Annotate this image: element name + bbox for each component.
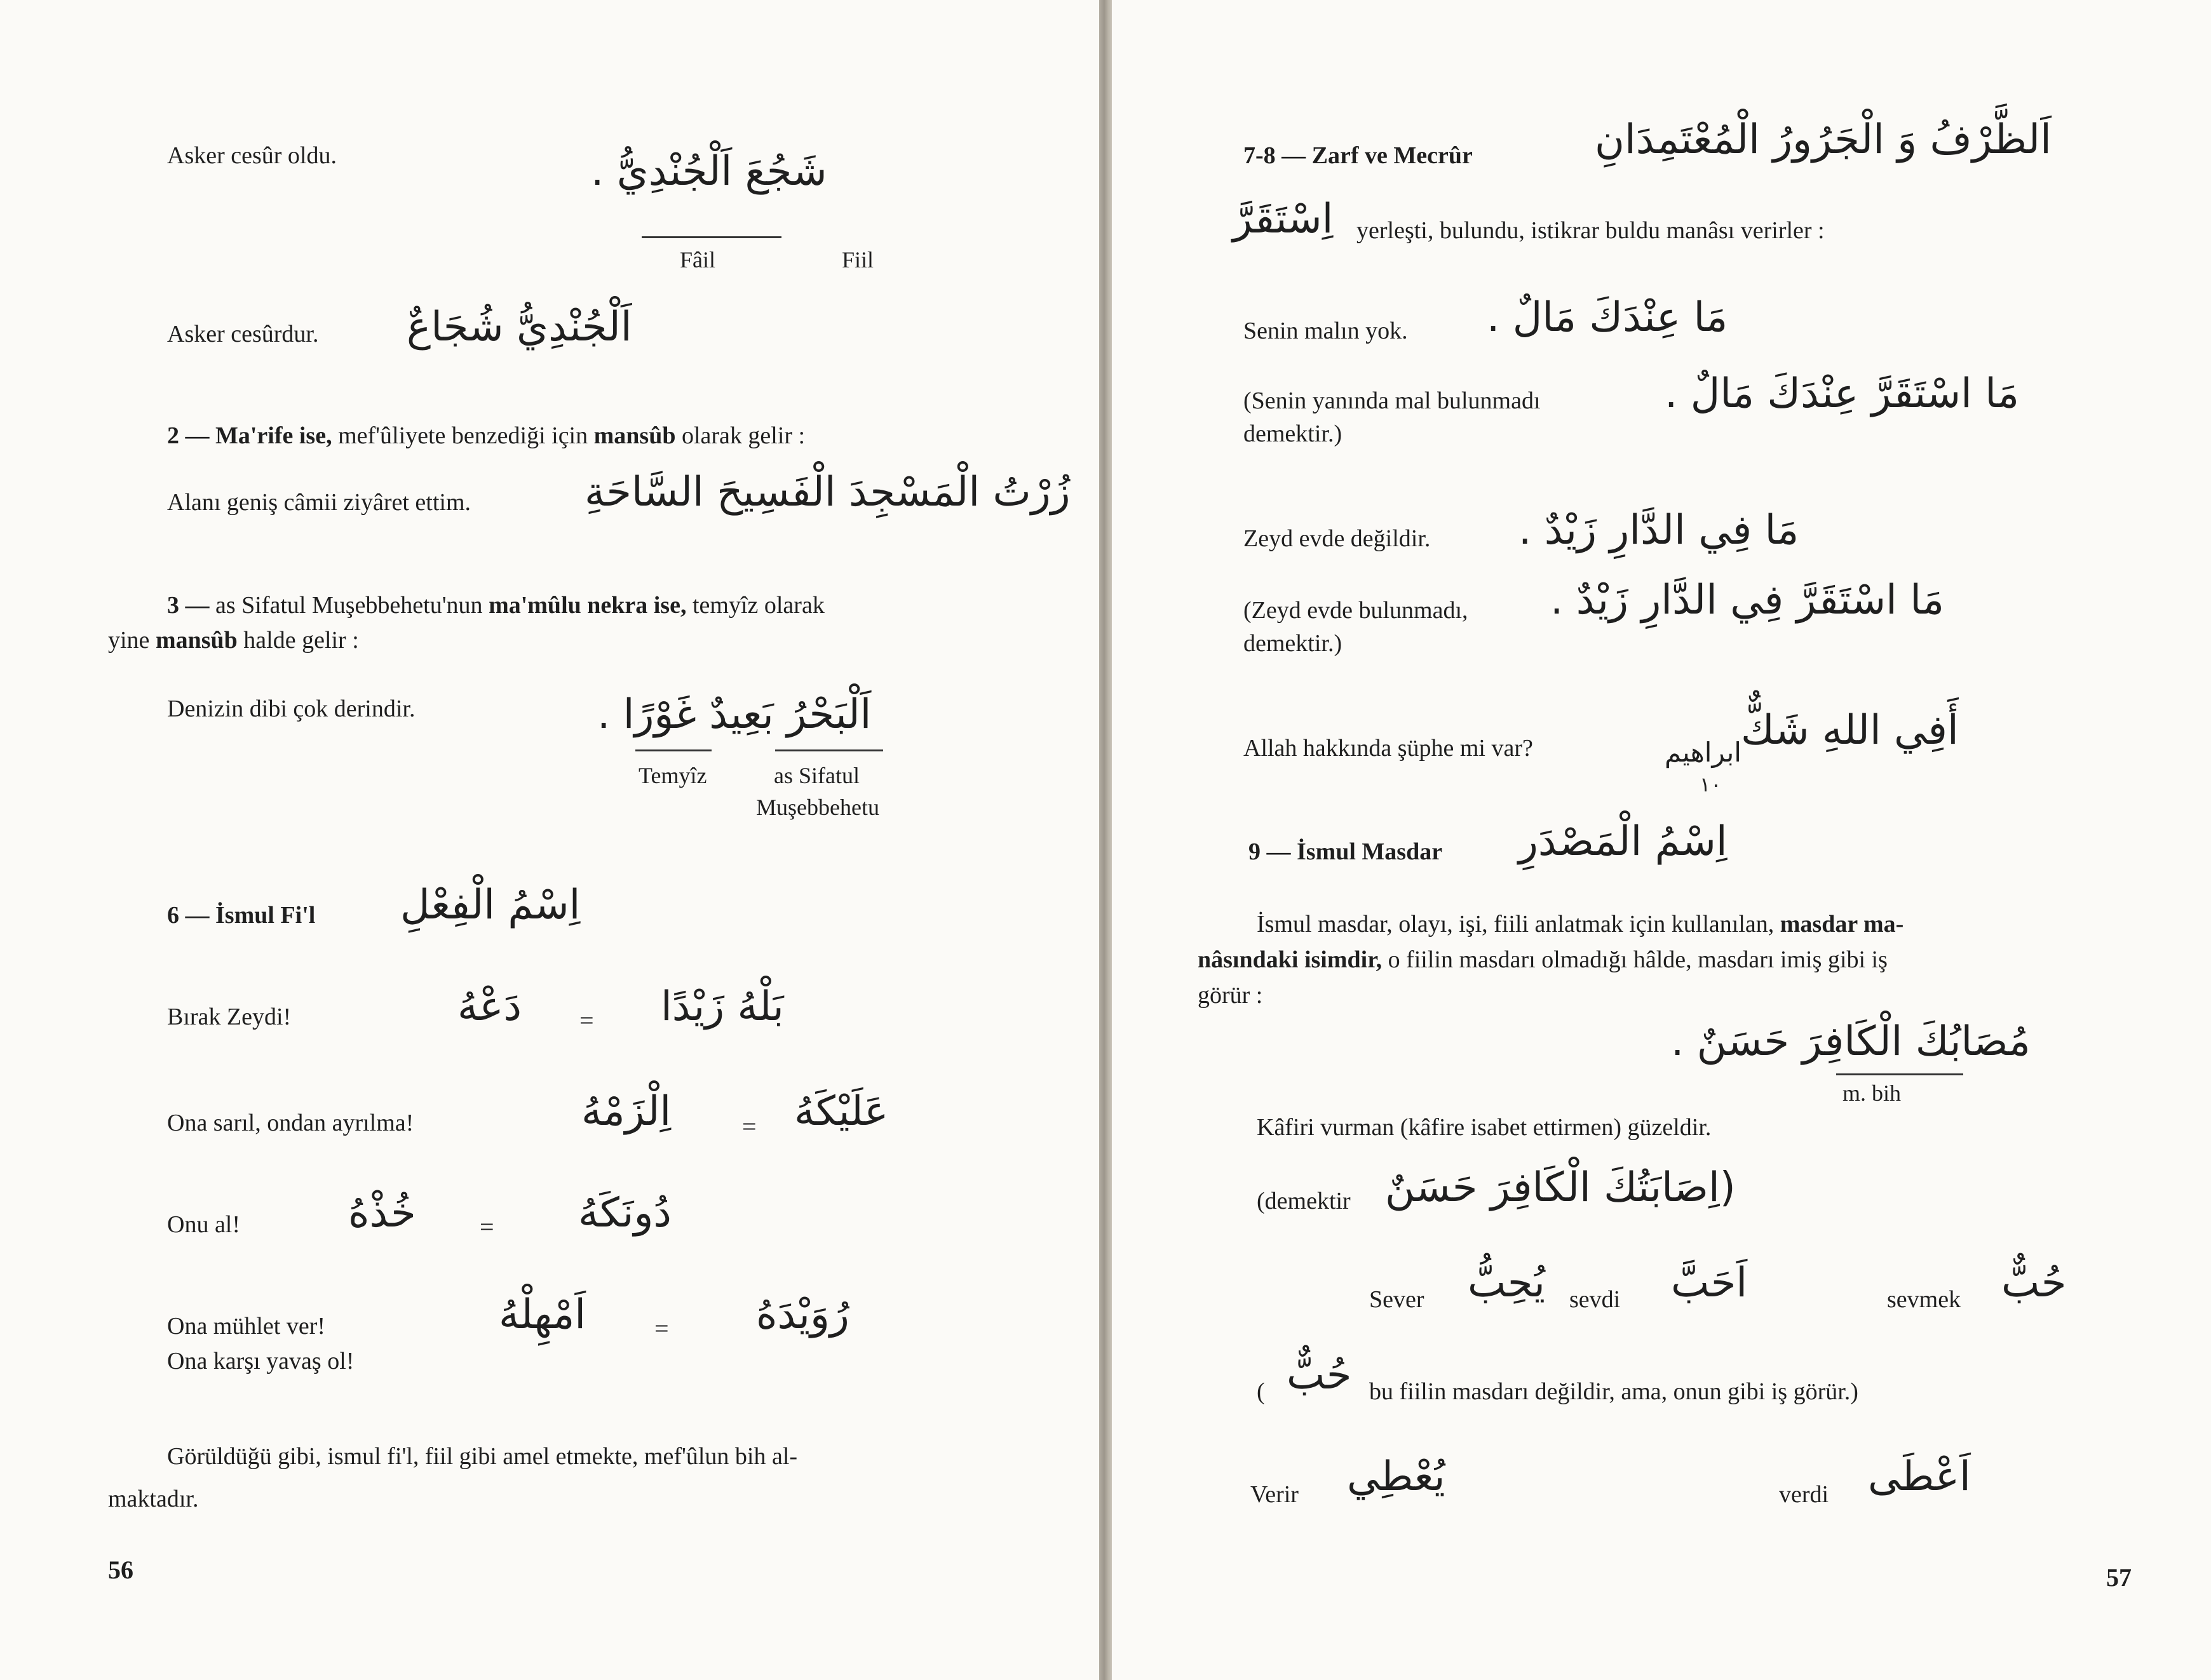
label-musebbehetu: Muşebbehetu bbox=[756, 795, 879, 820]
ismulfil-ex3-arabic: دُونَكَهُ bbox=[578, 1190, 672, 1237]
example-4-arabic: اَلْبَحْرُ بَعِيدٌ غَوْرًا . bbox=[597, 691, 872, 738]
ismulfil-ex1-translation: Bırak Zeydi! bbox=[167, 1004, 292, 1030]
verb-verdi-arabic: اَعْطَى bbox=[1868, 1453, 1971, 1500]
equals-sign: = bbox=[480, 1213, 494, 1241]
page-number: 56 bbox=[108, 1556, 133, 1584]
section-78-istekarra: اِسْتَقَرَّ bbox=[1233, 196, 1334, 243]
zarf-ex2-translation: Zeyd evde değildir. bbox=[1243, 525, 1431, 552]
hubb-note-arabic: حُبٌّ bbox=[1287, 1352, 1352, 1399]
zarf-ex2b-translation-2: demektir.) bbox=[1243, 630, 1342, 657]
ismulfil-ex3-translation: Onu al! bbox=[167, 1211, 241, 1238]
section-2-heading: 2 — Ma'rife ise, mef'ûliyete benzediği için mansûb olarak gelir : bbox=[167, 422, 806, 449]
closing-line-2: maktadır. bbox=[108, 1486, 199, 1512]
section-6-heading: 6 — İsmul Fi'l bbox=[167, 902, 316, 929]
verb-verir-label: Verir bbox=[1250, 1481, 1299, 1508]
section-9-para-line-2: nâsındaki isimdir, o fiilin masdarı olmadığı hâlde, masdarı imiş gibi iş bbox=[1198, 946, 1888, 973]
equals-sign: = bbox=[579, 1006, 594, 1035]
verb-sever-arabic: يُحِبُّ bbox=[1468, 1260, 1545, 1307]
example-1-arabic: شَجُعَ اَلْجُنْدِيُّ . bbox=[591, 148, 827, 195]
equals-sign: = bbox=[742, 1112, 757, 1141]
zarf-ex1b-translation: (Senin yanında mal bulunmadı bbox=[1243, 387, 1541, 414]
example-2-arabic: اَلْجُنْدِيُّ شُجَاعٌ bbox=[407, 304, 632, 351]
ismulfil-ex1-arabic: بَلْهُ زَيْدًا bbox=[661, 983, 784, 1030]
hubb-note-text: bu fiilin masdarı değildir, ama, onun gibi iş görür.) bbox=[1369, 1378, 1858, 1405]
masdar-ex2-label: (demektir bbox=[1257, 1188, 1351, 1214]
masdar-ex1-translation: Kâfiri vurman (kâfire isabet ettirmen) güzeldir. bbox=[1257, 1114, 1712, 1141]
zarf-ex2-arabic: مَا فِي الدَّارِ زَيْدٌ . bbox=[1518, 507, 1799, 554]
zarf-ex3-surah-ref: ابراهيم bbox=[1665, 737, 1741, 768]
sifat-underline bbox=[775, 749, 883, 751]
mbih-underline bbox=[1836, 1073, 1963, 1075]
label-temyiz: Temyîz bbox=[639, 763, 707, 788]
label-fiil: Fiil bbox=[842, 247, 874, 272]
section-78-heading: 7-8 — Zarf ve Mecrûr bbox=[1243, 142, 1473, 169]
verb-verir-arabic: يُعْطِي bbox=[1347, 1453, 1445, 1500]
zarf-ex2b-arabic: مَا اسْتَقَرَّ فِي الدَّارِ زَيْدٌ . bbox=[1550, 577, 1945, 624]
zarf-ex1-arabic: مَا عِنْدَكَ مَالٌ . bbox=[1487, 294, 1728, 341]
ismulfil-ex4-translation-2: Ona karşı yavaş ol! bbox=[167, 1348, 355, 1374]
left-page bbox=[0, 0, 1099, 1680]
verb-sevmek-arabic: حُبٌّ bbox=[2001, 1260, 2067, 1307]
zarf-ex3-verse-number: ١٠ bbox=[1700, 772, 1722, 796]
ismulfil-ex3-equivalent: خُذْهُ bbox=[348, 1190, 416, 1237]
masdar-ex1-arabic: مُصَابُكَ الْكَافِرَ حَسَنٌ . bbox=[1671, 1018, 2031, 1065]
label-mbih: m. bih bbox=[1842, 1080, 1902, 1106]
page-number: 57 bbox=[2106, 1563, 2132, 1592]
ismulfil-ex4-translation: Ona mühlet ver! bbox=[167, 1313, 326, 1340]
hubb-note-open: ( bbox=[1257, 1378, 1265, 1405]
ismulfil-ex2-arabic: عَلَيْكَهُ bbox=[794, 1088, 889, 1135]
section-78-arabic: اَلظَّرْفُ وَ الْجَرُورُ الْمُعْتَمِدَانِ bbox=[1595, 116, 2052, 163]
label-sifatul: as Sifatul bbox=[774, 763, 860, 788]
verb-sever-label: Sever bbox=[1369, 1286, 1424, 1313]
section-78-meaning: yerleşti, bulundu, istikrar buldu manâsı verirler : bbox=[1356, 217, 1825, 244]
ismulfil-ex4-equivalent: اَمْهِلْهُ bbox=[499, 1291, 586, 1338]
verb-verdi-label: verdi bbox=[1779, 1481, 1829, 1508]
verb-sevdi-label: sevdi bbox=[1569, 1286, 1621, 1313]
section-3-line-1: 3 — as Sifatul Muşebbehetu'nun ma'mûlu nekra ise, temyîz olarak bbox=[167, 592, 825, 619]
ismulfil-ex2-equivalent: اِلْزَمْهُ bbox=[581, 1088, 672, 1135]
example-2-translation: Asker cesûrdur. bbox=[167, 321, 319, 347]
section-9-para-line-3: görür : bbox=[1198, 982, 1263, 1009]
zarf-ex2b-translation: (Zeyd evde bulunmadı, bbox=[1243, 597, 1468, 624]
ismulfil-ex4-arabic: رُوَيْدَهُ bbox=[756, 1291, 849, 1338]
verb-sevdi-arabic: اَحَبَّ bbox=[1671, 1260, 1748, 1307]
fail-underline bbox=[642, 236, 781, 238]
section-6-arabic: اِسْمُ الْفِعْلِ bbox=[400, 882, 581, 929]
section-9-heading: 9 — İsmul Masdar bbox=[1248, 838, 1443, 865]
ismulfil-ex2-translation: Ona sarıl, ondan ayrılma! bbox=[167, 1110, 414, 1136]
section-3-line-2: yine mansûb halde gelir : bbox=[108, 627, 359, 654]
zarf-ex1-translation: Senin malın yok. bbox=[1243, 318, 1408, 344]
example-3-arabic: زُرْتُ الْمَسْجِدَ الْفَسِيحَ السَّاحَةِ bbox=[585, 469, 1071, 516]
zarf-ex1b-translation-2: demektir.) bbox=[1243, 420, 1342, 447]
zarf-ex3-translation: Allah hakkında şüphe mi var? bbox=[1243, 735, 1533, 762]
verb-sevmek-label: sevmek bbox=[1887, 1286, 1961, 1313]
zarf-ex1b-arabic: مَا اسْتَقَرَّ عِنْدَكَ مَالٌ . bbox=[1665, 370, 2020, 417]
masdar-ex2-arabic: (اِصَابَتُكَ الْكَافِرَ حَسَنٌ bbox=[1385, 1164, 1736, 1211]
section-9-arabic: اِسْمُ الْمَصْدَرِ bbox=[1518, 818, 1728, 865]
equals-sign: = bbox=[654, 1314, 669, 1343]
ismulfil-ex1-equivalent: دَعْهُ bbox=[457, 983, 522, 1030]
section-9-para-line-1: İsmul masdar, olayı, işi, fiili anlatmak için kullanılan, masdar ma- bbox=[1257, 911, 1904, 937]
zarf-ex3-arabic: أَفِي اللهِ شَكٌّ bbox=[1741, 707, 1959, 754]
label-fail: Fâil bbox=[680, 247, 716, 272]
example-3-translation: Alanı geniş câmii ziyâret ettim. bbox=[167, 489, 471, 516]
example-1-translation: Asker cesûr oldu. bbox=[167, 142, 337, 169]
closing-line-1: Görüldüğü gibi, ismul fi'l, fiil gibi amel etmekte, mef'ûlun bih al- bbox=[167, 1443, 798, 1470]
example-4-translation: Denizin dibi çok derindir. bbox=[167, 696, 416, 722]
temyiz-underline bbox=[635, 749, 712, 751]
right-page bbox=[1112, 0, 2211, 1680]
